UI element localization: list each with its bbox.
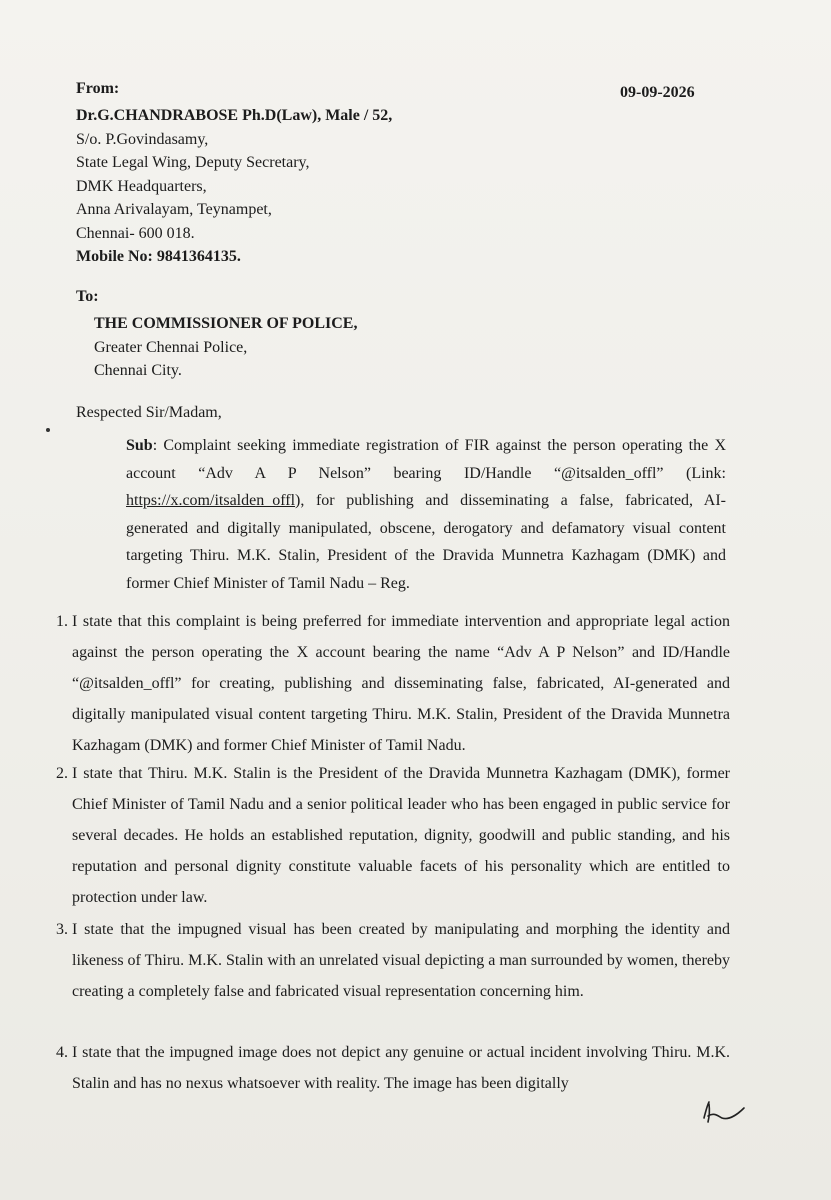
- paragraph-number: 1.: [56, 613, 68, 630]
- sender-name: Dr.G.CHANDRABOSE Ph.D(Law), Male / 52,: [76, 107, 393, 124]
- numbered-paragraph: [40, 914, 730, 1007]
- numbered-paragraph: [40, 606, 730, 761]
- sender-line: Anna Arivalayam, Teynampet,: [76, 201, 272, 218]
- handwritten-initials: [700, 1098, 748, 1126]
- margin-dot-mark: [46, 428, 50, 432]
- sender-mobile: Mobile No: 9841364135.: [76, 248, 241, 265]
- subject-paragraph: [126, 432, 726, 597]
- paragraph-number: 2.: [56, 765, 68, 782]
- paragraph-number: 4.: [56, 1044, 68, 1061]
- subject-text: ), for publishing and disseminating a false, fabricated, AI-generated and digitally manipulated, obscene, derogatory and defamatory visual content targeting Thiru. M.K. Stalin, President of the Dravida Munnetra Kazhagam (DMK) and former Chief Minister of Tamil Nadu – Reg.: [126, 492, 726, 592]
- paragraph-text: I state that the impugned image does not depict any genuine or actual incident involving Thiru. M.K. Stalin and has no nexus whatsoever with reality. The image has been digitally: [72, 1044, 730, 1092]
- recipient-title: THE COMMISSIONER OF POLICE,: [94, 315, 358, 332]
- paragraph-text: I state that this complaint is being preferred for immediate intervention and appropriate legal action against the person operating the X account bearing the name “Adv A P Nelson” and ID/Handle “@itsalden_offl” for creating, publishing and disseminating false, fabricated, AI-generated and digitally manipulated visual content targeting Thiru. M.K. Stalin, President of the Dravida Munnetra Kazhagam (DMK) and former Chief Minister of Tamil Nadu.: [72, 613, 730, 754]
- numbered-paragraph: [40, 758, 730, 913]
- subject-label: Sub: [126, 437, 153, 454]
- salutation: Respected Sir/Madam,: [76, 404, 222, 421]
- sender-line: DMK Headquarters,: [76, 177, 207, 195]
- paragraph-text: I state that Thiru. M.K. Stalin is the President of the Dravida Munnetra Kazhagam (DMK), former Chief Minister of Tamil Nadu and a senior political leader who has been engaged in public service for several decades. He holds an established reputation, dignity, goodwill and public standing, and his reputation and personal dignity constitute valuable facets of his personality which are entitled to protection under law.: [72, 765, 730, 906]
- numbered-paragraph: [40, 1037, 730, 1099]
- sender-line: Chennai- 600 018.: [76, 224, 195, 242]
- recipient-line: Chennai City.: [94, 362, 182, 379]
- recipient-address-block: [94, 312, 357, 383]
- subject-link[interactable]: https://x.com/itsalden_offl: [126, 492, 296, 509]
- paragraph-number: 3.: [56, 921, 68, 938]
- paragraph-text: I state that the impugned visual has been created by manipulating and morphing the identity and likeness of Thiru. M.K. Stalin with an unrelated visual depicting a man surrounded by women, thereby creating a completely false and fabricated visual representation concerning him.: [72, 921, 730, 1000]
- sender-line: State Legal Wing, Deputy Secretary,: [76, 154, 310, 171]
- recipient-line: Greater Chennai Police,: [94, 338, 248, 356]
- sender-address-block: [76, 104, 392, 269]
- to-label: To:: [76, 288, 99, 305]
- from-label: From:: [76, 80, 120, 97]
- document-date: 09-09-2026: [620, 84, 695, 101]
- sender-line: S/o. P.Govindasamy,: [76, 130, 209, 148]
- subject-text: : Complaint seeking immediate registration of FIR against the person operating the X account “Adv A P Nelson” bearing ID/Handle “@itsalden_offl” (Link:: [126, 437, 726, 482]
